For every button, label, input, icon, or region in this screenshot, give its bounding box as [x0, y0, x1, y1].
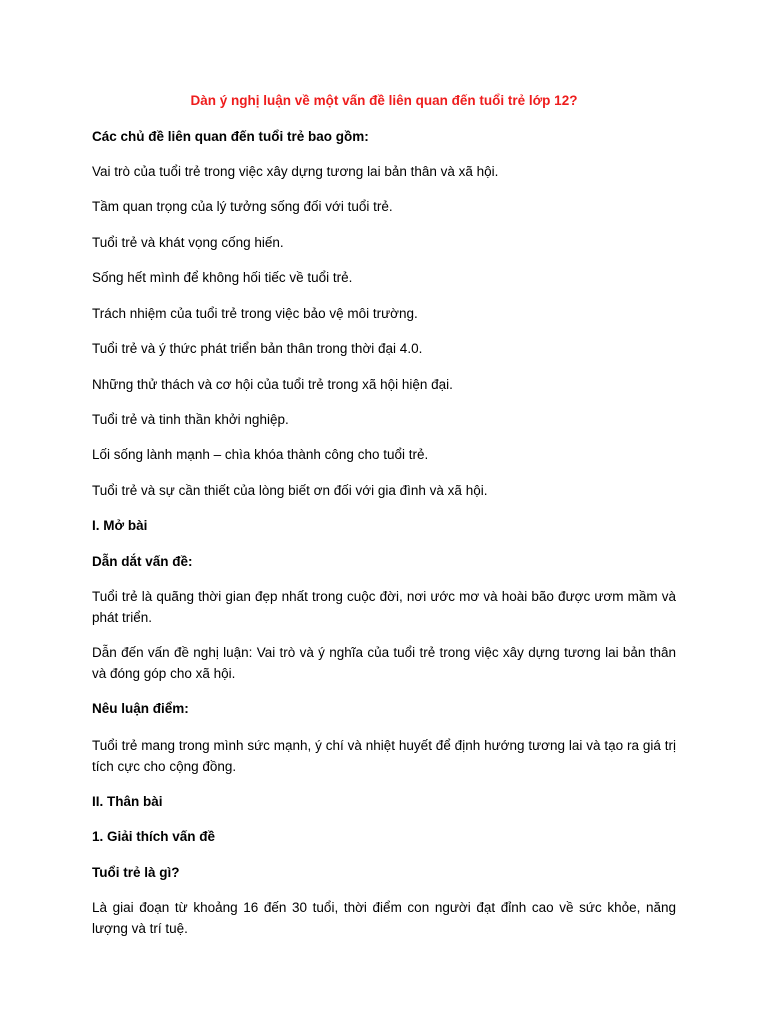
list-item: Lối sống lành mạnh – chìa khóa thành công cho tuổi trẻ. — [92, 447, 429, 462]
document-title: Dàn ý nghị luận về một vấn đề liên quan đến tuổi trẻ lớp 12? — [190, 93, 578, 108]
list-item: Tuổi trẻ và sự cần thiết của lòng biết ơn đối với gia đình và xã hội. — [92, 483, 488, 498]
list-item: Trách nhiệm của tuổi trẻ trong việc bảo vệ môi trường. — [92, 306, 418, 321]
answer-paragraph: Là giai đoạn từ khoảng 16 đến 30 tuổi, thời điểm con người đạt đỉnh cao về sức khỏe, năng lượng và trí tuệ. — [92, 900, 676, 936]
section-heading-intro: I. Mở bài — [92, 518, 148, 533]
question-heading: Tuổi trẻ là gì? — [92, 865, 180, 880]
list-item: Tuổi trẻ và ý thức phát triển bản thân trong thời đại 4.0. — [92, 341, 423, 356]
list-item: Sống hết mình để không hối tiếc về tuổi trẻ. — [92, 270, 353, 285]
list-item: Tuổi trẻ và khát vọng cống hiến. — [92, 235, 284, 250]
intro-heading: Dẫn dắt vấn đề: — [92, 554, 193, 569]
intro-paragraph-2: Dẫn đến vấn đề nghị luận: Vai trò và ý nghĩa của tuổi trẻ trong việc xây dựng tương lai bản thân và đóng góp cho xã hội. — [92, 645, 676, 681]
topics-heading: Các chủ đề liên quan đến tuổi trẻ bao gồm: — [92, 129, 369, 144]
list-item: Những thử thách và cơ hội của tuổi trẻ trong xã hội hiện đại. — [92, 377, 453, 392]
thesis-paragraph: Tuổi trẻ mang trong mình sức mạnh, ý chí và nhiệt huyết để định hướng tương lai và tạo ra giá trị tích cực cho cộng đồng. — [92, 738, 676, 774]
list-item: Tầm quan trọng của lý tưởng sống đối với tuổi trẻ. — [92, 199, 393, 214]
section-heading-body: II. Thân bài — [92, 794, 163, 809]
subsection-heading: 1. Giải thích vấn đề — [92, 829, 216, 844]
intro-paragraph-1: Tuổi trẻ là quãng thời gian đẹp nhất trong cuộc đời, nơi ước mơ và hoài bão được ươm mầm và phát triển. — [92, 589, 676, 625]
list-item: Tuổi trẻ và tinh thần khởi nghiệp. — [92, 412, 289, 427]
thesis-heading: Nêu luận điểm: — [92, 701, 189, 716]
list-item: Vai trò của tuổi trẻ trong việc xây dựng tương lai bản thân và xã hội. — [92, 164, 499, 179]
